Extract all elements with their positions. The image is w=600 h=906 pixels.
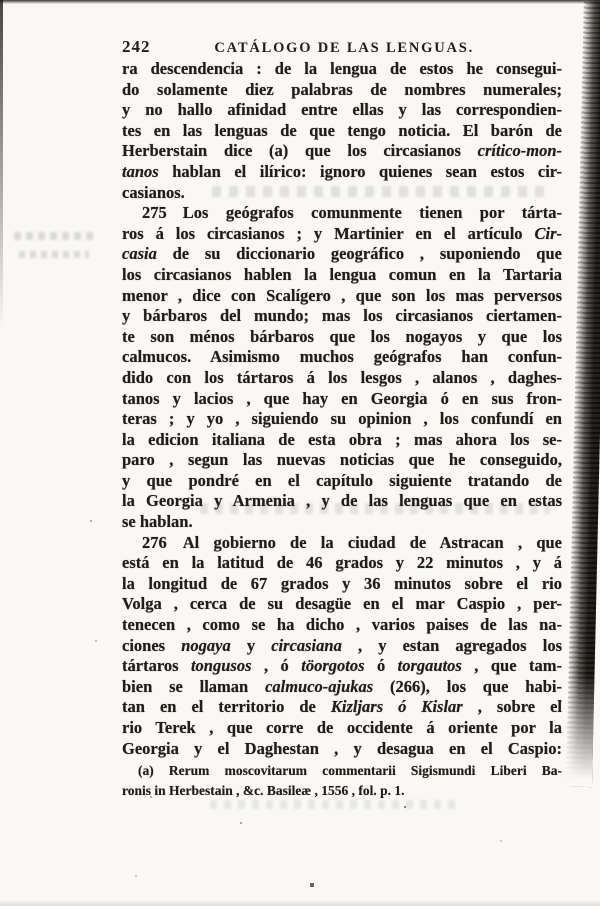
text-line: Herberstain dice (a) que los circasianos crítico-mon-	[122, 141, 562, 161]
text-line: do solamente diez palabras de nombres numerales;	[122, 79, 562, 99]
text-line: rio Terek , que corre de occidente á oriente por la	[122, 718, 562, 737]
text-line: tanos hablan el ilírico: ignoro quienes sean estos cir-	[122, 161, 562, 181]
scan-edge-left	[0, 0, 3, 330]
text-line: te son ménos bárbaros que los nogayos y que los	[122, 326, 562, 346]
text-line: ros á los circasianos ; y Martinier en el artículo Cir-	[122, 223, 562, 243]
text-line: está en la latitud de 46 grados y 22 minutos , y á	[122, 553, 562, 573]
text-line: y no hallo afinidad entre ellas y las correspondien-	[122, 100, 562, 120]
text-line: 275 Los geógrafos comunmente tienen por tárta-	[142, 203, 562, 223]
text-line: menor , dice con Scalígero , que son los mas perversos	[122, 285, 562, 305]
text-line: paro , segun las nuevas noticias que he conseguido,	[122, 450, 562, 470]
text-line: (a) Rerum moscovitarum commentarii Sigismundi Liberi Ba-	[138, 763, 562, 778]
text-line: la longitud de 67 grados y 36 minutos sobre el rio	[122, 573, 562, 593]
text-line: dido con los tártaros á los lesgos , alanos , daghes-	[122, 367, 562, 387]
text-line: los circasianos hablen la lengua comun en la Tartaria	[122, 264, 562, 284]
text-line: y que pondré en el capítulo siguiente tratando de	[122, 470, 562, 490]
text-line: tan en el territorio de Kizljars ó Kislar , sobre el	[122, 697, 562, 717]
body-text	[122, 59, 562, 759]
text-line: calmucos. Asimismo muchos geógrafos han confun-	[122, 347, 562, 367]
scan-edge-right-shadow	[566, 0, 600, 787]
text-line: la edicion italiana de esta obra ; mas ahora los se-	[122, 429, 562, 449]
text-line: teras ; y yo , siguiendo su opinion , los confundí en	[122, 409, 562, 429]
text-line: Volga , cerca de su desagüe en el mar Caspio , per-	[122, 594, 562, 614]
text-line: tenecen , como se ha dicho , varios paises de las na-	[122, 615, 562, 635]
text-line: tártaros tongusos , ó töorgotos ó torgautos , que tam-	[122, 656, 562, 676]
scan-edge-top	[0, 0, 600, 4]
text-line: se hablan.	[122, 512, 193, 532]
running-title: CATÁLOGO DE LAS LENGUAS.	[214, 40, 475, 56]
text-line: 276 Al gobierno de la ciudad de Astracan , que	[142, 532, 562, 552]
text-line: casianos.	[122, 182, 185, 202]
page-header	[122, 37, 562, 57]
scan-edge-bottom	[0, 900, 600, 906]
text-line: y bárbaros del mundo; mas los circasianos ciertamen-	[122, 306, 562, 326]
text-line: la Georgia y Armenia , y de las lenguas que en estas	[122, 491, 562, 511]
text-line: tanos y lacios , que hay en Georgia ó en sus fron-	[122, 388, 562, 408]
text-line: ra descendencia : de la lengua de estos he consegui-	[122, 59, 562, 78]
text-line: Georgia y el Daghestan , y desagua en el Caspio:	[122, 738, 562, 758]
text-line: bien se llaman calmuco-ajukas (266), los que habi-	[122, 676, 562, 696]
footnote	[122, 761, 562, 801]
text-line: ciones nogaya y circasiana , y estan agregados los	[122, 635, 562, 655]
text-line: ronis in Herbestain , &c. Basileæ , 1556 , fol. p. 1.	[122, 783, 405, 798]
bleedthrough-smudge	[210, 800, 460, 809]
text-line: casia de su diccionario geográfico , suponiendo que	[122, 244, 562, 264]
text-line: tes en las lenguas de que tengo noticia. El barón de	[122, 120, 562, 140]
margin-bleedthrough-smudge	[14, 226, 100, 276]
page-number: 242	[122, 37, 151, 56]
